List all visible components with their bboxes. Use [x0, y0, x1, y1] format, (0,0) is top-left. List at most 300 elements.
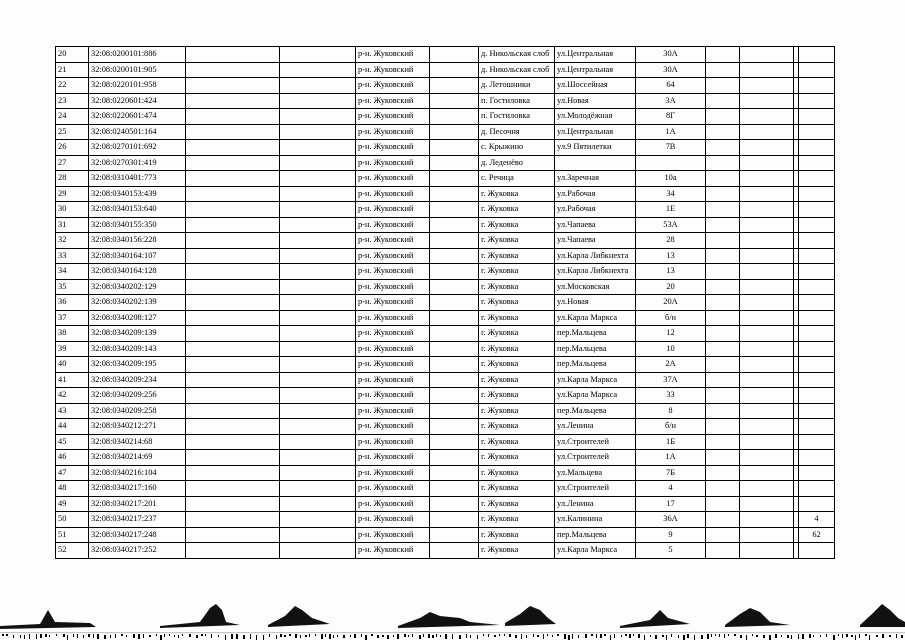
table-row — [56, 279, 835, 295]
empty-cell — [186, 341, 280, 357]
scan-tick — [88, 634, 90, 637]
cell-num: 21 — [56, 62, 89, 78]
scan-tick — [343, 635, 345, 638]
table-row — [56, 388, 835, 404]
scan-tick — [160, 635, 162, 640]
cell-district: р-н. Жуковский — [356, 357, 430, 373]
scan-tick — [126, 635, 127, 637]
empty-cell — [740, 78, 794, 94]
empty-cell — [430, 388, 479, 404]
cell-extra: 4 — [799, 512, 835, 528]
cell-locality: г. Жуковка — [479, 403, 555, 419]
table-row — [56, 527, 835, 543]
table-row — [56, 496, 835, 512]
scan-tick — [419, 635, 421, 639]
empty-cell — [430, 543, 479, 559]
cell-house: 1Б — [636, 434, 706, 450]
cell-cadastral: 32:08:0340156:228 — [89, 233, 186, 249]
table-row — [56, 171, 835, 187]
cell-locality: г. Жуковка — [479, 481, 555, 497]
scan-tick — [552, 635, 553, 637]
empty-cell — [430, 279, 479, 295]
scan-tick — [537, 635, 539, 637]
cell-district: р-н. Жуковский — [356, 403, 430, 419]
empty-cell — [280, 388, 356, 404]
empty-cell — [280, 109, 356, 125]
cell-street: пер.Мальцева — [555, 341, 636, 357]
cell-num: 25 — [56, 124, 89, 140]
empty-cell — [740, 264, 794, 280]
cell-house: 8Г — [636, 109, 706, 125]
scan-tick — [263, 635, 264, 640]
empty-cell — [186, 527, 280, 543]
empty-cell — [706, 481, 740, 497]
scan-tick — [865, 634, 867, 636]
cell-extra — [799, 171, 835, 187]
table-row — [56, 326, 835, 342]
scan-tick — [83, 635, 84, 638]
cell-extra — [799, 326, 835, 342]
empty-cell — [280, 217, 356, 233]
cell-cadastral: 32:08:0240501:164 — [89, 124, 186, 140]
empty-cell — [186, 171, 280, 187]
scan-tick — [671, 634, 672, 637]
scan-tick — [243, 635, 245, 639]
scan-tick — [354, 634, 356, 638]
cell-num: 41 — [56, 372, 89, 388]
cell-cadastral: 32:08:0340217:252 — [89, 543, 186, 559]
cell-house: 13 — [636, 248, 706, 264]
empty-cell — [280, 171, 356, 187]
cell-num: 46 — [56, 450, 89, 466]
empty-cell — [186, 140, 280, 156]
cell-district: р-н. Жуковский — [356, 295, 430, 311]
cell-num: 42 — [56, 388, 89, 404]
scan-tick — [470, 635, 471, 638]
cell-num: 24 — [56, 109, 89, 125]
scan-artifacts — [0, 596, 905, 640]
table-row — [56, 450, 835, 466]
scan-tick — [104, 635, 106, 639]
scan-tick — [859, 634, 860, 638]
empty-cell — [430, 341, 479, 357]
cell-district: р-н. Жуковский — [356, 341, 430, 357]
empty-cell — [706, 372, 740, 388]
scan-tick — [138, 634, 140, 639]
cell-street: пер.Мальцева — [555, 527, 636, 543]
cell-cadastral: 32:08:0340153:640 — [89, 202, 186, 218]
scan-tick — [149, 635, 151, 637]
scan-tick — [600, 634, 602, 638]
cell-num: 45 — [56, 434, 89, 450]
cell-district: р-н. Жуковский — [356, 186, 430, 202]
scan-tick — [683, 635, 685, 640]
scan-tick — [412, 634, 413, 637]
cell-district: р-н. Жуковский — [356, 481, 430, 497]
cell-extra — [799, 93, 835, 109]
scan-tick — [650, 635, 651, 637]
cell-house: 1Е — [636, 202, 706, 218]
cell-house: 34 — [636, 186, 706, 202]
scan-tick — [178, 635, 179, 638]
scan-tick — [236, 634, 238, 639]
scan-tick — [466, 634, 467, 638]
cell-house: 10а — [636, 171, 706, 187]
cell-district: р-н. Жуковский — [356, 279, 430, 295]
empty-cell — [280, 450, 356, 466]
cell-district: р-н. Жуковский — [356, 93, 430, 109]
empty-cell — [186, 512, 280, 528]
cell-locality: п. Гостиловка — [479, 109, 555, 125]
empty-cell — [186, 279, 280, 295]
cell-cadastral: 32:08:0340209:256 — [89, 388, 186, 404]
cell-num: 51 — [56, 527, 89, 543]
scan-tick — [276, 635, 277, 639]
scan-tick — [182, 634, 183, 636]
empty-cell — [280, 465, 356, 481]
scan-tick — [557, 634, 559, 636]
scan-tick — [382, 635, 384, 637]
empty-cell — [430, 78, 479, 94]
cell-cadastral: 32:08:0340217:237 — [89, 512, 186, 528]
scan-tick — [604, 634, 606, 636]
scan-tick — [110, 635, 111, 638]
table-row — [56, 47, 835, 63]
cell-street: ул.Карла Либкнехта — [555, 248, 636, 264]
empty-cell — [280, 357, 356, 373]
cell-cadastral: 32:08:0200101:886 — [89, 47, 186, 63]
empty-cell — [706, 264, 740, 280]
scan-tick — [289, 634, 291, 636]
cell-house: 20 — [636, 279, 706, 295]
cell-locality: г. Жуковка — [479, 217, 555, 233]
scan-tick — [838, 634, 839, 636]
empty-cell — [706, 310, 740, 326]
scan-tick — [499, 634, 500, 636]
cell-locality: г. Жуковка — [479, 295, 555, 311]
empty-cell — [186, 202, 280, 218]
scan-tick — [701, 635, 703, 639]
empty-cell — [430, 264, 479, 280]
scan-tick — [483, 634, 484, 636]
cell-locality: г. Жуковка — [479, 419, 555, 435]
cell-house: 37А — [636, 372, 706, 388]
property-registry-table — [55, 46, 835, 559]
table-row — [56, 357, 835, 373]
empty-cell — [706, 62, 740, 78]
cell-district: р-н. Жуковский — [356, 419, 430, 435]
table-row — [56, 341, 835, 357]
scan-tick — [45, 634, 47, 637]
scan-tick — [687, 634, 689, 638]
scan-tick — [20, 635, 21, 638]
scan-tick — [280, 634, 282, 637]
cell-house: 7Б — [636, 465, 706, 481]
cell-district: р-н. Жуковский — [356, 155, 430, 171]
scan-tick — [769, 635, 771, 640]
empty-cell — [430, 419, 479, 435]
empty-cell — [706, 155, 740, 171]
empty-cell — [280, 419, 356, 435]
cell-num: 30 — [56, 202, 89, 218]
empty-cell — [430, 310, 479, 326]
scan-tick — [350, 635, 351, 637]
scan-tick — [300, 635, 301, 638]
table-row — [56, 465, 835, 481]
empty-cell — [430, 465, 479, 481]
cell-district: р-н. Жуковский — [356, 496, 430, 512]
scan-tick — [610, 635, 611, 640]
empty-cell — [706, 465, 740, 481]
empty-cell — [740, 403, 794, 419]
empty-cell — [740, 434, 794, 450]
scan-tick — [218, 635, 219, 637]
empty-cell — [430, 109, 479, 125]
cell-house: 3А — [636, 93, 706, 109]
empty-cell — [740, 248, 794, 264]
scan-tick — [591, 634, 593, 636]
scan-tick — [781, 635, 782, 637]
cell-num: 35 — [56, 279, 89, 295]
scan-tick — [321, 634, 323, 639]
cell-locality: г. Жуковка — [479, 326, 555, 342]
cell-house: 53А — [636, 217, 706, 233]
cell-num: 48 — [56, 481, 89, 497]
empty-cell — [280, 295, 356, 311]
empty-cell — [740, 450, 794, 466]
cell-extra — [799, 310, 835, 326]
cell-street: ул.Карла Либкнехта — [555, 264, 636, 280]
cell-num: 36 — [56, 295, 89, 311]
empty-cell — [706, 186, 740, 202]
scan-tick — [644, 635, 645, 640]
cell-district: р-н. Жуковский — [356, 450, 430, 466]
empty-cell — [430, 202, 479, 218]
cell-district: р-н. Жуковский — [356, 47, 430, 63]
empty-cell — [706, 124, 740, 140]
scan-tick — [365, 635, 367, 640]
empty-cell — [740, 93, 794, 109]
empty-cell — [430, 434, 479, 450]
cell-house: 1А — [636, 124, 706, 140]
scan-tick — [752, 634, 753, 636]
scan-tick — [295, 634, 297, 638]
scan-tick — [666, 635, 667, 640]
scan-tick — [791, 635, 792, 639]
cell-cadastral: 32:08:0340214:69 — [89, 450, 186, 466]
cell-cadastral: 32:08:0340164:107 — [89, 248, 186, 264]
scan-tick — [775, 634, 777, 638]
cell-house: 7В — [636, 140, 706, 156]
table-body — [56, 47, 835, 559]
empty-cell — [740, 527, 794, 543]
scan-tick — [49, 635, 50, 637]
scan-tick — [440, 635, 441, 637]
cell-house: 1А — [636, 450, 706, 466]
scan-tick — [694, 635, 695, 640]
empty-cell — [740, 295, 794, 311]
cell-district: р-н. Жуковский — [356, 434, 430, 450]
cell-num: 52 — [56, 543, 89, 559]
cell-street: пер.Мальцева — [555, 326, 636, 342]
empty-cell — [186, 543, 280, 559]
scan-tick — [97, 634, 99, 639]
empty-cell — [706, 450, 740, 466]
cell-locality: д. Летошники — [479, 78, 555, 94]
empty-cell — [186, 465, 280, 481]
table-row — [56, 140, 835, 156]
scan-tick — [715, 634, 716, 636]
scan-tick — [73, 634, 74, 637]
empty-cell — [280, 372, 356, 388]
scan-tick — [711, 634, 712, 637]
empty-cell — [186, 124, 280, 140]
cell-num: 39 — [56, 341, 89, 357]
scan-tick — [740, 635, 742, 638]
cell-locality: с. Речица — [479, 171, 555, 187]
cell-locality: г. Жуковка — [479, 202, 555, 218]
table-row — [56, 217, 835, 233]
empty-cell — [706, 543, 740, 559]
cell-num: 47 — [56, 465, 89, 481]
empty-cell — [186, 217, 280, 233]
scan-tick — [889, 635, 891, 637]
cell-num: 23 — [56, 93, 89, 109]
empty-cell — [706, 403, 740, 419]
empty-cell — [280, 202, 356, 218]
empty-cell — [430, 357, 479, 373]
scan-tick — [515, 635, 517, 638]
scan-tick — [205, 634, 206, 636]
empty-cell — [186, 496, 280, 512]
scan-tick — [189, 634, 191, 637]
cell-num: 37 — [56, 310, 89, 326]
scan-tick — [869, 635, 870, 640]
cell-district: р-н. Жуковский — [356, 233, 430, 249]
cell-cadastral: 32:08:0220601:424 — [89, 93, 186, 109]
cell-house: 36А — [636, 512, 706, 528]
cell-extra — [799, 419, 835, 435]
empty-cell — [706, 357, 740, 373]
cell-extra — [799, 233, 835, 249]
cell-locality: г. Жуковка — [479, 496, 555, 512]
table-row — [56, 372, 835, 388]
empty-cell — [280, 62, 356, 78]
empty-cell — [706, 512, 740, 528]
scan-tick — [876, 635, 878, 637]
cell-num: 28 — [56, 171, 89, 187]
empty-cell — [280, 93, 356, 109]
empty-cell — [280, 527, 356, 543]
cell-street: ул.Молодёжная — [555, 109, 636, 125]
scan-tick — [333, 635, 334, 638]
cell-street: пер.Мальцева — [555, 357, 636, 373]
cell-locality: г. Жуковка — [479, 357, 555, 373]
cell-locality: г. Жуковка — [479, 341, 555, 357]
empty-cell — [430, 62, 479, 78]
cell-district: р-н. Жуковский — [356, 140, 430, 156]
empty-cell — [280, 47, 356, 63]
scan-tick — [826, 634, 827, 637]
cell-house: 13 — [636, 264, 706, 280]
cell-street: ул.9 Пятилетки — [555, 140, 636, 156]
cell-num: 29 — [56, 186, 89, 202]
cell-district: р-н. Жуковский — [356, 512, 430, 528]
cell-locality: г. Жуковка — [479, 434, 555, 450]
scan-tick — [315, 634, 316, 636]
scan-tick — [488, 634, 489, 637]
scan-tick — [809, 634, 811, 638]
cell-street: ул.Шоссейная — [555, 78, 636, 94]
empty-cell — [186, 186, 280, 202]
cell-cadastral: 32:08:0340217:160 — [89, 481, 186, 497]
empty-cell — [186, 155, 280, 171]
cell-extra — [799, 481, 835, 497]
cell-locality: г. Жуковка — [479, 512, 555, 528]
cell-num: 50 — [56, 512, 89, 528]
empty-cell — [706, 388, 740, 404]
cell-street: ул.Рабочая — [555, 186, 636, 202]
cell-num: 20 — [56, 47, 89, 63]
cell-street: ул.Калинина — [555, 512, 636, 528]
scan-tick — [211, 634, 212, 638]
scan-tick — [820, 635, 821, 637]
cell-extra — [799, 202, 835, 218]
cell-extra — [799, 186, 835, 202]
empty-cell — [740, 233, 794, 249]
empty-cell — [280, 326, 356, 342]
cell-street: пер.Мальцева — [555, 403, 636, 419]
empty-cell — [186, 248, 280, 264]
cell-cadastral: 32:08:0340216:104 — [89, 465, 186, 481]
cell-locality: г. Жуковка — [479, 248, 555, 264]
cell-extra — [799, 217, 835, 233]
scan-tick — [6, 634, 8, 636]
cell-district: р-н. Жуковский — [356, 465, 430, 481]
cell-extra — [799, 372, 835, 388]
empty-cell — [706, 171, 740, 187]
empty-cell — [740, 155, 794, 171]
empty-cell — [430, 47, 479, 63]
cell-street: ул.Заречная — [555, 171, 636, 187]
empty-cell — [740, 310, 794, 326]
scan-tick — [225, 635, 226, 640]
empty-cell — [740, 326, 794, 342]
cell-extra — [799, 341, 835, 357]
scan-tick — [882, 634, 884, 638]
scan-tick — [29, 634, 30, 639]
cell-locality: г. Жуковка — [479, 372, 555, 388]
cell-locality: г. Жуковка — [479, 233, 555, 249]
scan-tick — [787, 635, 789, 638]
cell-cadastral: 32:08:0200101:905 — [89, 62, 186, 78]
empty-cell — [740, 481, 794, 497]
cell-cadastral: 32:08:0220601:474 — [89, 109, 186, 125]
cell-cadastral: 32:08:0340209:258 — [89, 403, 186, 419]
empty-cell — [706, 419, 740, 435]
cell-house: 64 — [636, 78, 706, 94]
cell-locality: с. Крыжино — [479, 140, 555, 156]
empty-cell — [430, 171, 479, 187]
cell-street: ул.Московская — [555, 279, 636, 295]
empty-cell — [280, 496, 356, 512]
cell-locality: д. Песочня — [479, 124, 555, 140]
scan-tick — [408, 635, 409, 637]
empty-cell — [280, 310, 356, 326]
empty-cell — [280, 512, 356, 528]
cell-house: 9 — [636, 527, 706, 543]
cell-num: 40 — [56, 357, 89, 373]
